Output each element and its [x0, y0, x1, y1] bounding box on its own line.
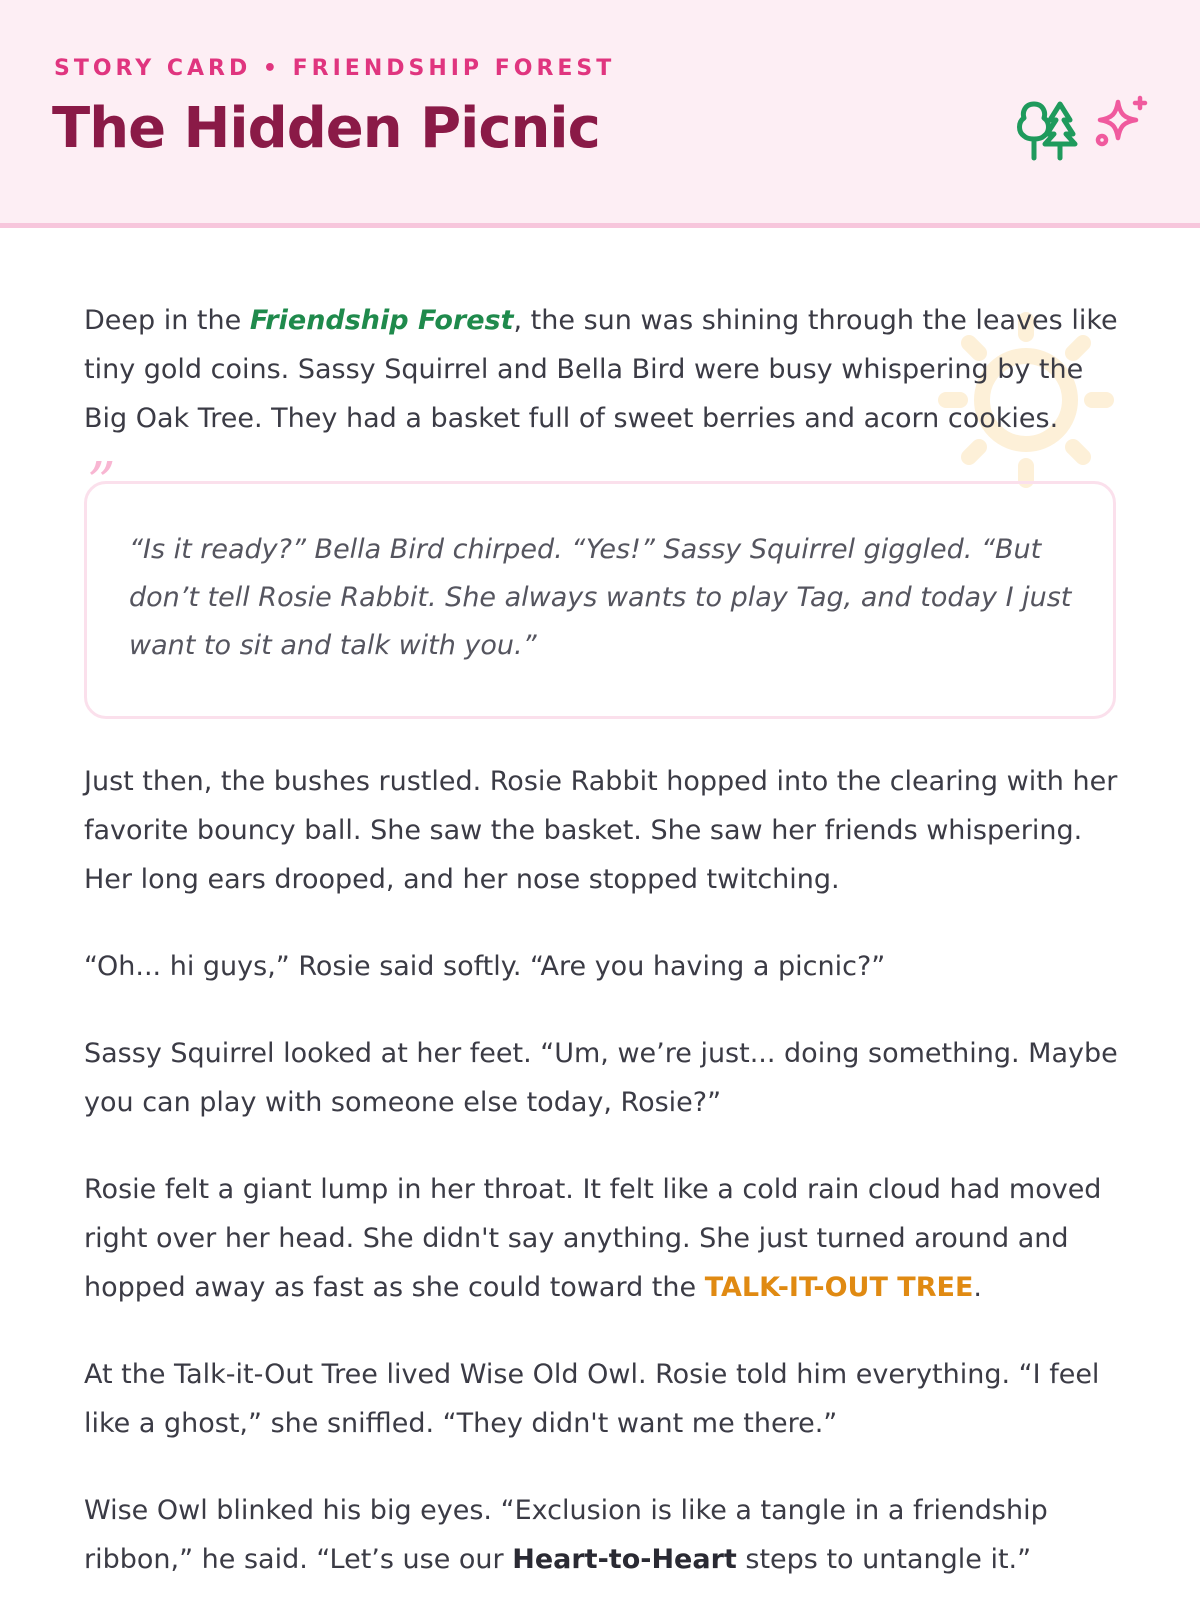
story-eyebrow: STORY CARD • FRIENDSHIP FOREST — [54, 56, 616, 81]
trees-icon — [1014, 96, 1080, 162]
paragraph-intro: Deep in the Friendship Forest, the sun was shining through the leaves like tiny gold coins. Sassy Squirrel and Bella Bird were busy whispering by the Big Oak Tree. They had a basket full of sweet berries and acorn cookies. — [84, 305, 1118, 434]
sparkles-icon — [1092, 94, 1150, 152]
story-header — [0, 0, 1200, 228]
heart-to-heart-term: Heart-to-Heart — [512, 1544, 737, 1575]
paragraph-wise-owl: At the Talk-it-Out Tree lived Wise Old Owl. Rosie told him everything. “I feel like a ghost,” she sniffled. “They didn't want me there.” — [84, 1359, 1100, 1439]
paragraph-sassy-reply: Sassy Squirrel looked at her feet. “Um, we’re just... doing something. Maybe you can play with someone else today, Rosie?” — [84, 1038, 1118, 1118]
quote-box — [84, 451, 1116, 719]
talk-it-out-tree-name: TALK-IT-OUT TREE — [704, 1272, 974, 1303]
story-body — [84, 296, 1124, 1600]
paragraph-bushes: Just then, the bushes rustled. Rosie Rabbit hopped into the clearing with her favorite bouncy ball. She saw the basket. She saw her friends whispering. Her long ears drooped, and her nose stopped twitching. — [84, 766, 1118, 895]
quote-mark: ” — [87, 451, 116, 516]
forest-name: Friendship Forest — [249, 305, 514, 336]
quote-text: “Is it ready?” Bella Bird chirped. “Yes!” Sassy Squirrel giggled. “But don’t tell Rosie Rabbit. She always wants to play Tag, and today I just want to sit and talk with you.” — [129, 534, 1072, 661]
paragraph-rosie-greeting: “Oh... hi guys,” Rosie said softly. “Are you having a picnic?” — [84, 951, 886, 982]
paragraph-heart-to-heart: Wise Owl blinked his big eyes. “Exclusion is like a tangle in a friendship ribbon,” he said. “Let’s use our Heart-to-Heart steps to untangle it.” — [84, 1495, 1048, 1575]
paragraph-rosie-leaves: Rosie felt a giant lump in her throat. It felt like a cold rain cloud had moved right over her head. She didn't say anything. She just turned around and hopped away as fast as she could toward the TALK-IT-OUT TREE. — [84, 1174, 1102, 1303]
story-title: The Hidden Picnic — [52, 96, 600, 161]
